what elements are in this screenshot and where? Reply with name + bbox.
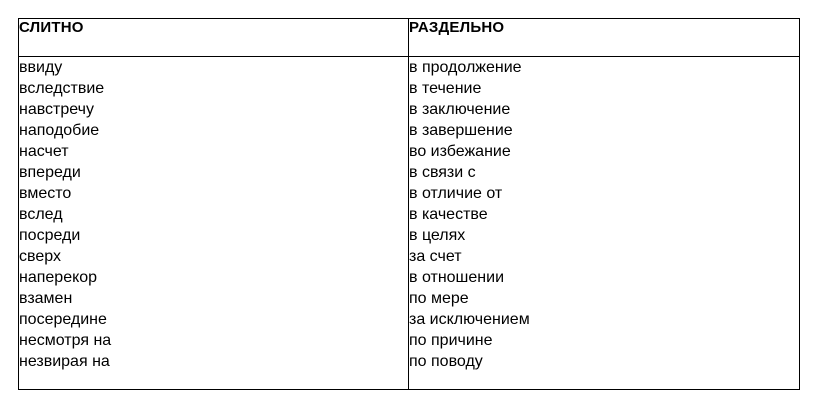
merged-word-item: навстречу [19, 101, 94, 118]
separate-word-item: в качестве [409, 206, 488, 223]
merged-word-item: вследствие [19, 80, 105, 97]
separate-word-item: в связи с [409, 164, 476, 181]
separate-word-item: в отношении [409, 269, 504, 286]
separate-word-item: в целях [409, 227, 466, 244]
merged-word-item: посреди [19, 227, 81, 244]
merged-word-item: несмотря на [19, 332, 112, 349]
merged-word-item: незвирая на [19, 353, 110, 370]
merged-word-item: посередине [19, 311, 107, 328]
separate-word-item: по причине [409, 332, 493, 349]
merged-word-item: наподобие [19, 122, 100, 139]
body-row [19, 57, 800, 390]
separate-word-item: по мере [409, 290, 469, 307]
merged-words-list [19, 57, 408, 372]
merged-word-item: наперекор [19, 269, 98, 286]
merged-word-item: вместо [19, 185, 72, 202]
merged-words-cell [19, 57, 409, 390]
separate-word-item: в отличие от [409, 185, 503, 202]
merged-word-item: сверх [19, 248, 61, 265]
merged-word-item: ввиду [19, 59, 63, 76]
separate-word-item: в течение [409, 80, 482, 97]
separate-word-item: в завершение [409, 122, 513, 139]
header-row [19, 19, 800, 57]
merged-word-item: взамен [19, 290, 73, 307]
separate-word-item: в заключение [409, 101, 511, 118]
separate-words-cell [409, 57, 800, 390]
header-separate: РАЗДЕЛЬНО [409, 19, 800, 57]
merged-word-item: впереди [19, 164, 81, 181]
separate-word-item: по поводу [409, 353, 483, 370]
separate-word-item: за исключением [409, 311, 530, 328]
separate-word-item: во избежание [409, 143, 511, 160]
separate-word-item: за счет [409, 248, 462, 265]
separate-word-item: в продолжение [409, 59, 522, 76]
merged-word-item: насчет [19, 143, 69, 160]
merged-word-item: вслед [19, 206, 63, 223]
spelling-table [18, 18, 800, 390]
separate-words-list [409, 57, 799, 372]
header-merged: СЛИТНО [19, 19, 409, 57]
